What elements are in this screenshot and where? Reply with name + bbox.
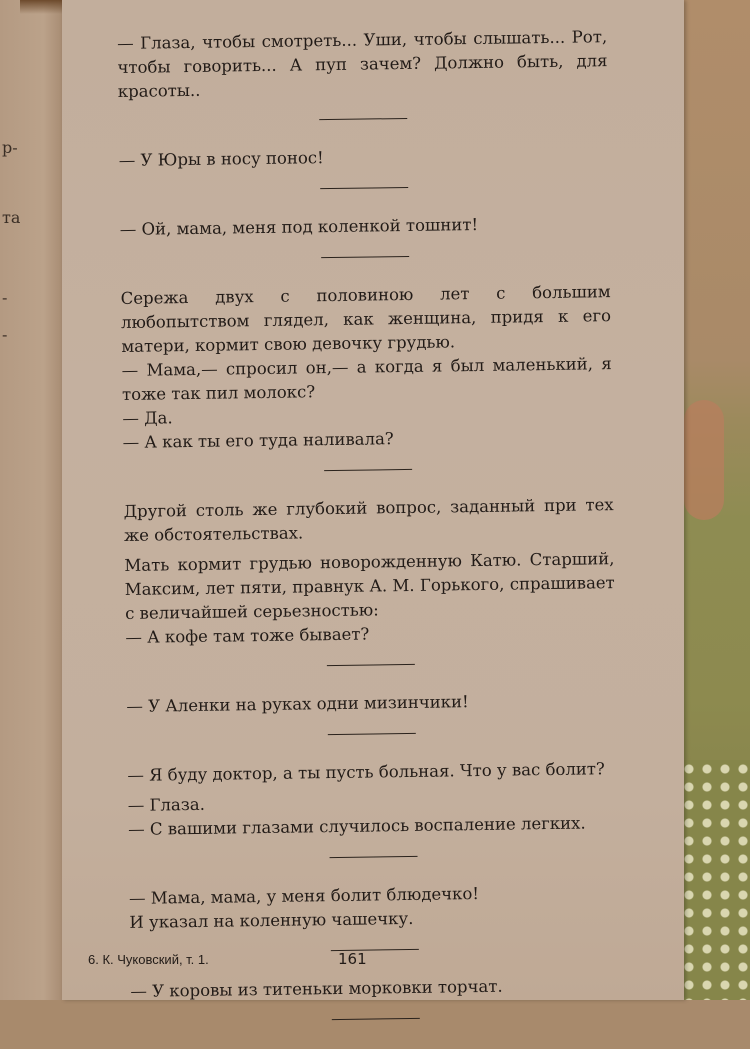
paragraph: — С вашими глазами случилось воспаление легких. xyxy=(128,813,586,839)
printer-signature: 6. К. Чуковский, т. 1. xyxy=(88,952,209,967)
prev-page-fragment: та xyxy=(2,208,21,227)
paragraph: — Мама,— спросил он,— а когда я был маленький, я тоже так пил молокс? xyxy=(121,354,612,404)
paragraph: — У Юры в носу понос! xyxy=(118,148,324,170)
prev-page-fragment: р- xyxy=(2,138,18,157)
separator-line xyxy=(328,733,416,735)
separator-line xyxy=(320,187,408,189)
paragraph: И указал на коленную чашечку. xyxy=(129,908,414,932)
prev-page-fragment: - xyxy=(2,325,8,344)
separator-line xyxy=(321,256,409,258)
background-fabric xyxy=(680,0,750,1000)
paragraph: — Мама, мама, у меня болит блюдечко! xyxy=(128,884,480,908)
paragraph: — Глаза. xyxy=(127,794,206,815)
paragraph: Сережа двух с половиною лет с большим любопытством глядел, как женщина, придя к его матери, кормит свою девочку грудью. xyxy=(120,282,612,356)
paragraph: — Ой, мама, меня под коленкой тошнит! xyxy=(119,214,479,239)
previous-page-edge xyxy=(0,0,63,1000)
separator-line xyxy=(332,1018,420,1020)
paragraph: — Да. xyxy=(122,408,173,428)
paragraph: — Глаза, чтобы смотреть... Уши, чтобы слышать... Рот, чтобы говорить... А пуп зачем? Должно быть, для красоты.. xyxy=(117,27,608,101)
paragraph: — Я буду доктор, а ты пусть больная. Что у вас болит? xyxy=(127,759,605,785)
paragraph: Другой столь же глубокий вопрос, заданный при тех же обстоятельствах. xyxy=(123,495,614,545)
page-number: 161 xyxy=(338,950,367,968)
separator-line xyxy=(327,664,415,666)
background-hand xyxy=(684,400,724,520)
separator-line xyxy=(330,856,418,858)
paragraph: — А как ты его туда наливала? xyxy=(122,429,394,452)
book-page xyxy=(62,0,684,1000)
paragraph: Мать кормит грудью новорожденную Катю. Старший, Максим, лет пяти, правнук А. М. Горького, спрашивает с величайшей серьезностью: xyxy=(124,549,615,623)
prev-page-fragment: - xyxy=(2,288,8,307)
paragraph: — У Аленки на руках одни мизинчики! xyxy=(126,692,469,716)
paragraph: — У коровы из титеньки морковки торчат. xyxy=(130,976,503,1001)
paragraph: — А кофе там тоже бывает? xyxy=(125,624,370,647)
separator-line xyxy=(319,118,407,120)
page-body xyxy=(117,25,621,1049)
separator-line xyxy=(324,469,412,471)
checkered-fabric xyxy=(680,760,750,1000)
